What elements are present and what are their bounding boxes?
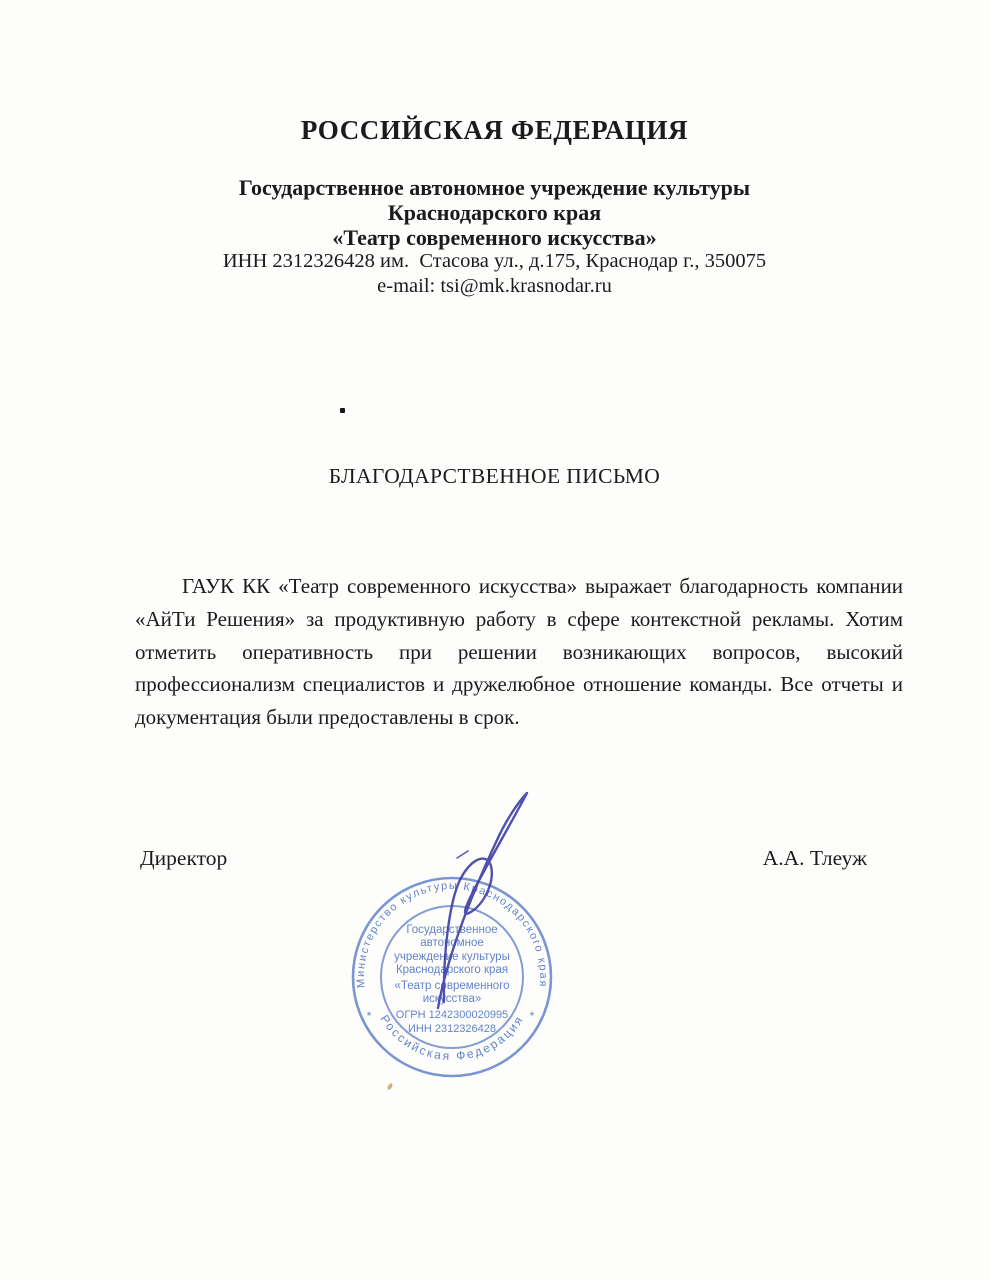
scan-speck: [340, 408, 345, 413]
organization-block: [0, 175, 989, 250]
country-title: РОССИЙСКАЯ ФЕДЕРАЦИЯ: [300, 115, 689, 145]
official-stamp: [342, 867, 562, 1087]
stamp-center-line: искусства»: [422, 993, 482, 1005]
stamp-center-line: Краснодарского края: [395, 964, 509, 976]
org-address: ИНН 2312326428 им. Стасова ул., д.175, Краснодар г., 350075: [222, 250, 767, 272]
signer-role: Директор: [140, 846, 228, 870]
stamp-center-line: автономное: [420, 937, 484, 949]
stamp-star-right: *: [529, 1009, 535, 1023]
letter-title: БЛАГОДАРСТВЕННОЕ ПИСЬМО: [328, 464, 661, 488]
stamp-arc-bottom-text: Российская Федерация: [377, 1012, 527, 1064]
org-name-line2: Краснодарского края: [387, 200, 602, 225]
stamp-inn-line: ИНН 2312326428: [407, 1023, 497, 1035]
org-email: e-mail: tsi@mk.krasnodar.ru: [377, 275, 612, 297]
signer-name: А.А. Тлеуж: [762, 846, 867, 870]
stamp-center-line: Государственное: [406, 924, 498, 936]
stamp-ogrn-line: ОГРН 1242300020995: [395, 1009, 509, 1021]
stamp-center-line: учреждение культуры: [394, 951, 510, 963]
stamp-outer-circle: [353, 878, 551, 1076]
stamp-star-left: *: [366, 1009, 372, 1023]
org-name-line3: «Театр современного искусства»: [332, 225, 657, 250]
org-name-line1: Государственное автономное учреждение культуры: [238, 175, 751, 200]
stamp-center-line: «Театр современного: [394, 980, 510, 992]
letter-body-paragraph: ГАУК КК «Театр современного искусства» выражает благодарность компании «АйТи Решения» за продуктивную работу в сфере контекстной рекламы. Хотим отметить оперативность при решении возникающих вопросов, высокий профессионализм специалистов и дружелюбное отношение команды. Все отчеты и документация были предоставлены в срок.: [135, 574, 903, 730]
stamp-arc-top-text: Министерство культуры Краснодарского края: [354, 879, 550, 989]
